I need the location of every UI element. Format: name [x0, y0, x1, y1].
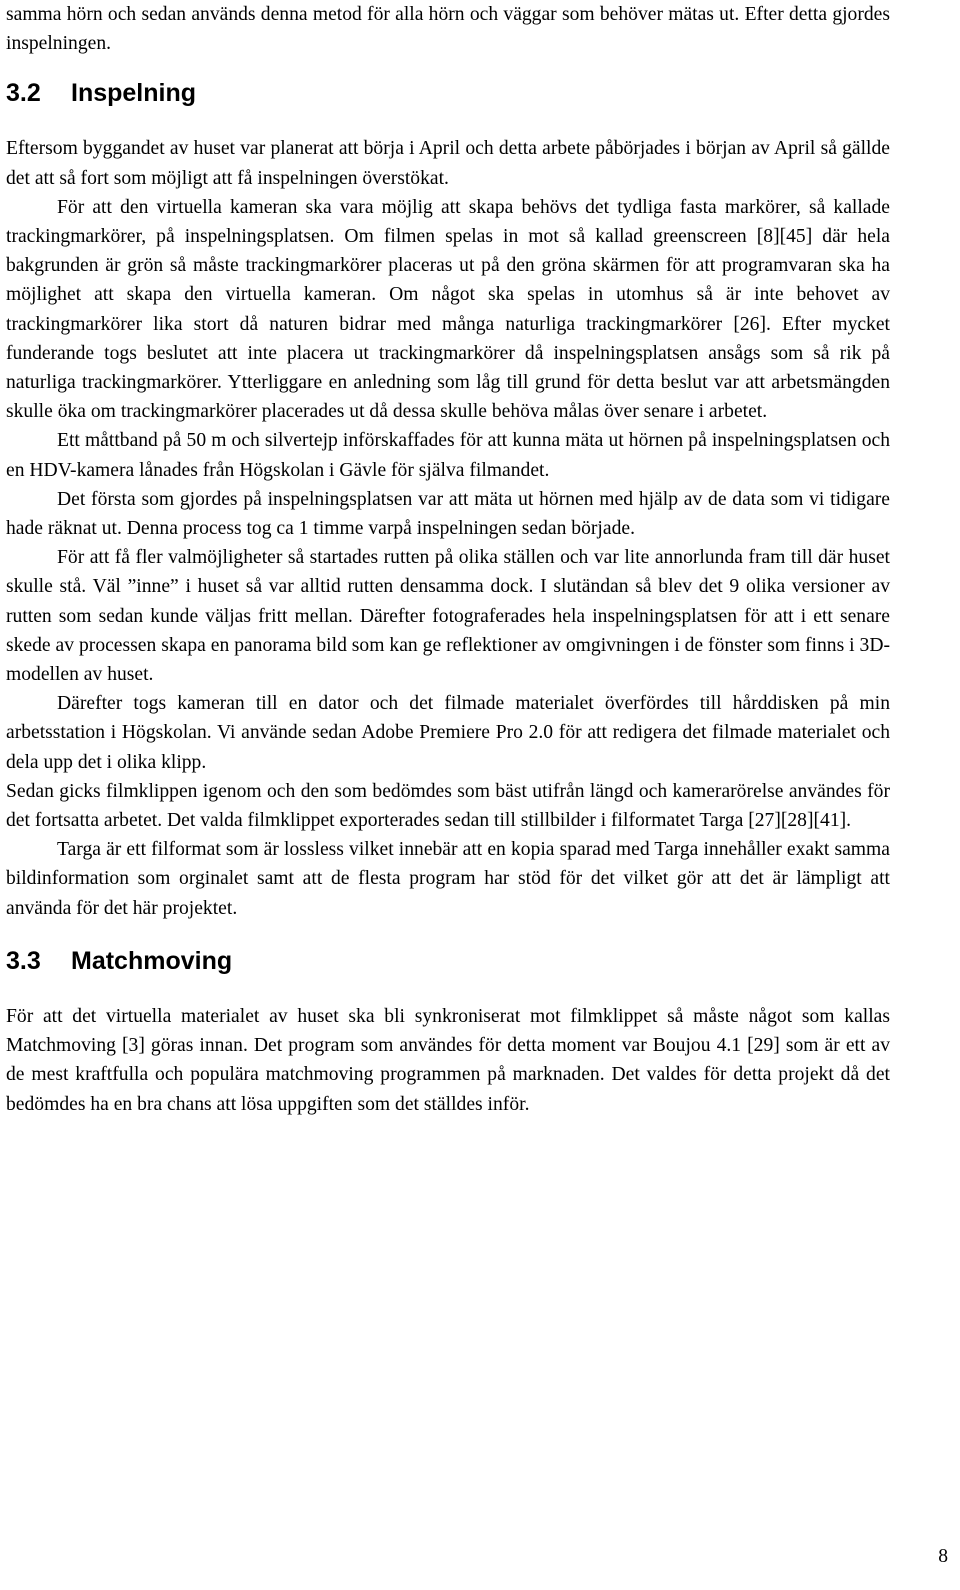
paragraph: Ett måttband på 50 m och silvertejp införskaffades för att kunna mäta ut hörnen på inspelningsplatsen och en HDV-kamera lånades från Högskolan i Gävle för själva filmandet. [6, 430, 890, 481]
paragraph: Det första som gjordes på inspelningsplatsen var att mäta ut hörnen med hjälp av de data som vi tidigare hade räknat ut. Denna process tog ca 1 timme varpå inspelningen sedan började. [6, 488, 890, 540]
paragraph: Därefter togs kameran till en dator och det filmade materialet överfördes till hårddisken på min arbetsstation i Högskolan. Vi använde sedan Adobe Premiere Pro 2.0 för att redigera det filmade materialet och dela upp det i olika klipp. [6, 693, 890, 773]
section-heading-matchmoving [6, 946, 890, 976]
paragraph: Targa är ett filformat som är lossless vilket innebär att en kopia sparad med Targa innehåller exakt samma bildinformation som orginalet samt att de flesta program har stöd för det vilket gör att det är lämpligt att använda för det här projektet. [6, 839, 890, 919]
paragraph: Eftersom byggandet av huset var planerat att börja i April och detta arbete påbörjades i början av April så gällde det att så fort som möjligt att få inspelningen överstökat. [6, 138, 890, 189]
intro-paragraph: samma hörn och sedan används denna metod för alla hörn och väggar som behöver mätas ut. Efter detta gjordes inspelningen. [6, 4, 890, 55]
section-number: 3.2 [6, 79, 41, 108]
page-number: 8 [938, 1546, 948, 1567]
section-title: Matchmoving [71, 946, 233, 975]
section-heading-inspelning [6, 78, 890, 108]
paragraph: För att få fler valmöjligheter så startades rutten på olika ställen och var lite annorlunda fram till där huset skulle stå. Väl ”inne” i huset så var alltid rutten densamma dock. I slutändan så blev det 9 olika versioner av rutten som sedan kunde väljas fritt mellan. Därefter fotograferades hela inspelningsplatsen för att i ett senare skede av processen skapa en panorama bild som kan ge reflektioner av omgivningen i de fönster som finns i 3D-modellen av huset. [6, 547, 890, 686]
paragraph: För att det virtuella materialet av huset ska bli synkroniserat mot filmklippet så måste något som kallas Matchmoving [3] göras innan. Det program som användes för detta moment var Boujou 4.1 [29] som är ett av de mest kraftfulla och populära matchmoving programmen på marknaden. Det valdes för detta projekt då det bedömdes ha en bra chans att lösa uppgiften som det ställdes inför. [6, 1005, 890, 1115]
paragraph: För att den virtuella kameran ska vara möjlig att skapa behövs det tydliga fasta markörer, så kallade trackingmarkörer, på inspelningsplatsen. Om filmen spelas in mot så kallad greenscreen [8][45] där hela bakgrunden är grön så måste trackingmarkörer placeras ut på den gröna skärmen för att programvaran ska ha möjlighet att skapa den virtuella kameran. Om något ska spelas in utomhus så är inte behovet av trackingmarkörer lika stort då naturen bidrar med många naturliga trackingmarkörer [26]. Efter mycket funderande togs beslutet att inte placera ut trackingmarkörer då inspelningsplatsen ansågs som så rik på naturliga trackingmarkörer. Ytterliggare en anledning som låg till grund för detta beslut var att arbetsmängden skulle öka om trackingmarkörer placerades ut då dessa skulle behöva målas över senare i arbetet. [6, 196, 890, 423]
document-page [6, 0, 890, 1119]
paragraph: Sedan gicks filmklippen igenom och den som bedömdes som bäst utifrån längd och kamerarörelse användes för det fortsatta arbetet. Det valda filmklippet exporterades sedan till stillbilder i filformatet Targa [27][28][41]. [6, 780, 890, 832]
section-title: Inspelning [71, 79, 196, 108]
section-number: 3.3 [6, 946, 41, 975]
